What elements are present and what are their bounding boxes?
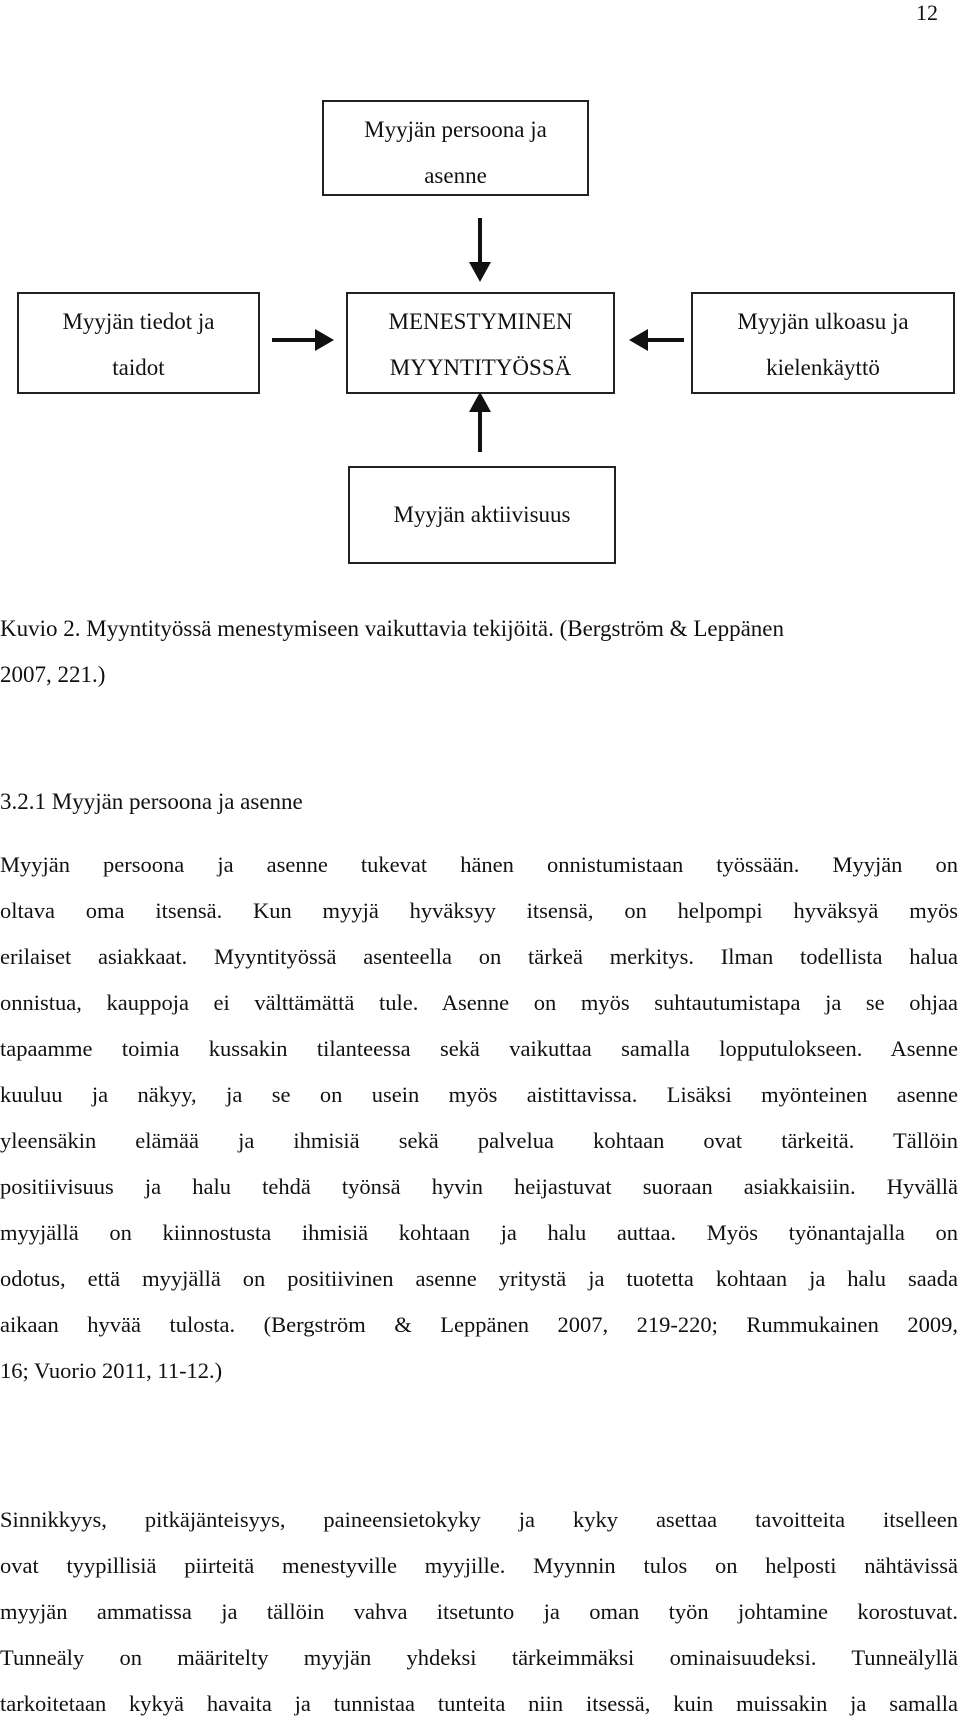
paragraph-line: tapaamme toimia kussakin tilanteessa sekä vaikuttaa samalla lopputulokseen. Asenne: [0, 1036, 958, 1061]
box-activity: [348, 466, 616, 564]
box-activity-line-1: Myyjän aktiivisuus: [393, 502, 571, 527]
paragraph-line: kuuluu ja näkyy, ja se on usein myös aistittavissa. Lisäksi myönteinen asenne: [0, 1082, 958, 1107]
box-sales-success-line-1: MENESTYMINEN: [388, 309, 573, 334]
paragraph-line: yleensäkin elämää ja ihmisiä sekä palvelua kohtaan ovat tärkeitä. Tällöin: [0, 1128, 958, 1153]
paragraph-line: myyjän ammatissa ja tällöin vahva itsetunto ja oman työn johtamine korostuvat.: [0, 1599, 958, 1624]
paragraph-perseverance: [0, 1497, 958, 1727]
arrow-left-head: [629, 329, 648, 351]
box-sales-success-line-2: MYYNTITYÖSSÄ: [389, 355, 572, 380]
box-persona-attitude-line-1: Myyjän persoona ja: [364, 117, 547, 142]
paragraph-line: 16; Vuorio 2011, 11-12.): [0, 1358, 223, 1383]
paragraph-line: tarkoitetaan kykyä havaita ja tunnistaa tunteita niin itsessä, kuin muissakin ja samalla: [0, 1691, 958, 1716]
box-knowledge-skills-line-2: taidot: [112, 355, 165, 380]
paragraph-line: aikaan hyvää tulosta. (Bergström & Leppänen 2007, 219-220; Rummukainen 2009,: [0, 1312, 958, 1337]
paragraph-line: Myyjän persoona ja asenne tukevat hänen onnistumistaan työssään. Myyjän on: [0, 852, 958, 877]
box-persona-attitude-line-2: asenne: [424, 163, 487, 188]
box-knowledge-skills: [17, 292, 260, 394]
box-persona-attitude: [322, 100, 589, 196]
arrow-up-head: [469, 392, 491, 412]
paragraph-line: onnistua, kauppoja ei välttämättä tule. Asenne on myös suhtautumistapa ja se ohjaa: [0, 990, 958, 1015]
figure-caption: [0, 606, 958, 698]
section-heading: 3.2.1 Myyjän persoona ja asenne: [0, 789, 303, 814]
box-appearance-language-line-2: kielenkäyttö: [766, 355, 880, 380]
caption-line-2: 2007, 221.): [0, 662, 106, 687]
box-appearance-language-line-1: Myyjän ulkoasu ja: [737, 309, 909, 334]
paragraph-line: ovat tyypillisiä piirteitä menestyville myyjille. Myynnin tulos on helposti nähtävissä: [0, 1553, 958, 1578]
paragraph-line: Sinnikkyys, pitkäjänteisyys, paineensietokyky ja kyky asettaa tavoitteita itselleen: [0, 1507, 958, 1532]
arrow-right-head: [315, 329, 334, 351]
box-sales-success: [346, 292, 615, 394]
page-number: 12: [916, 0, 938, 25]
paragraph-line: oltava oma itsensä. Kun myyjä hyväksyy itsensä, on helpompi hyväksyä myös: [0, 898, 958, 923]
paragraph-line: erilaiset asiakkaat. Myyntityössä asenteella on tärkeä merkitys. Ilman todellista halua: [0, 944, 958, 969]
arrow-down-head: [469, 262, 491, 282]
box-knowledge-skills-line-1: Myyjän tiedot ja: [62, 309, 215, 334]
paragraph-line: myyjällä on kiinnostusta ihmisiä kohtaan ja halu auttaa. Myös työnantajalla on: [0, 1220, 958, 1245]
paragraph-persona-attitude: [0, 842, 958, 1394]
caption-line-1: Kuvio 2. Myyntityössä menestymiseen vaikuttavia tekijöitä. (Bergström & Leppänen: [0, 616, 784, 641]
paragraph-line: odotus, että myyjällä on positiivinen asenne yritystä ja tuotetta kohtaan ja halu saada: [0, 1266, 958, 1291]
paragraph-line: positiivisuus ja halu tehdä työnsä hyvin heijastuvat suoraan asiakkaisiin. Hyvällä: [0, 1174, 958, 1199]
paragraph-line: Tunneäly on määritelty myyjän yhdeksi tärkeimmäksi ominaisuudeksi. Tunneälyllä: [0, 1645, 958, 1670]
box-appearance-language: [691, 292, 955, 394]
